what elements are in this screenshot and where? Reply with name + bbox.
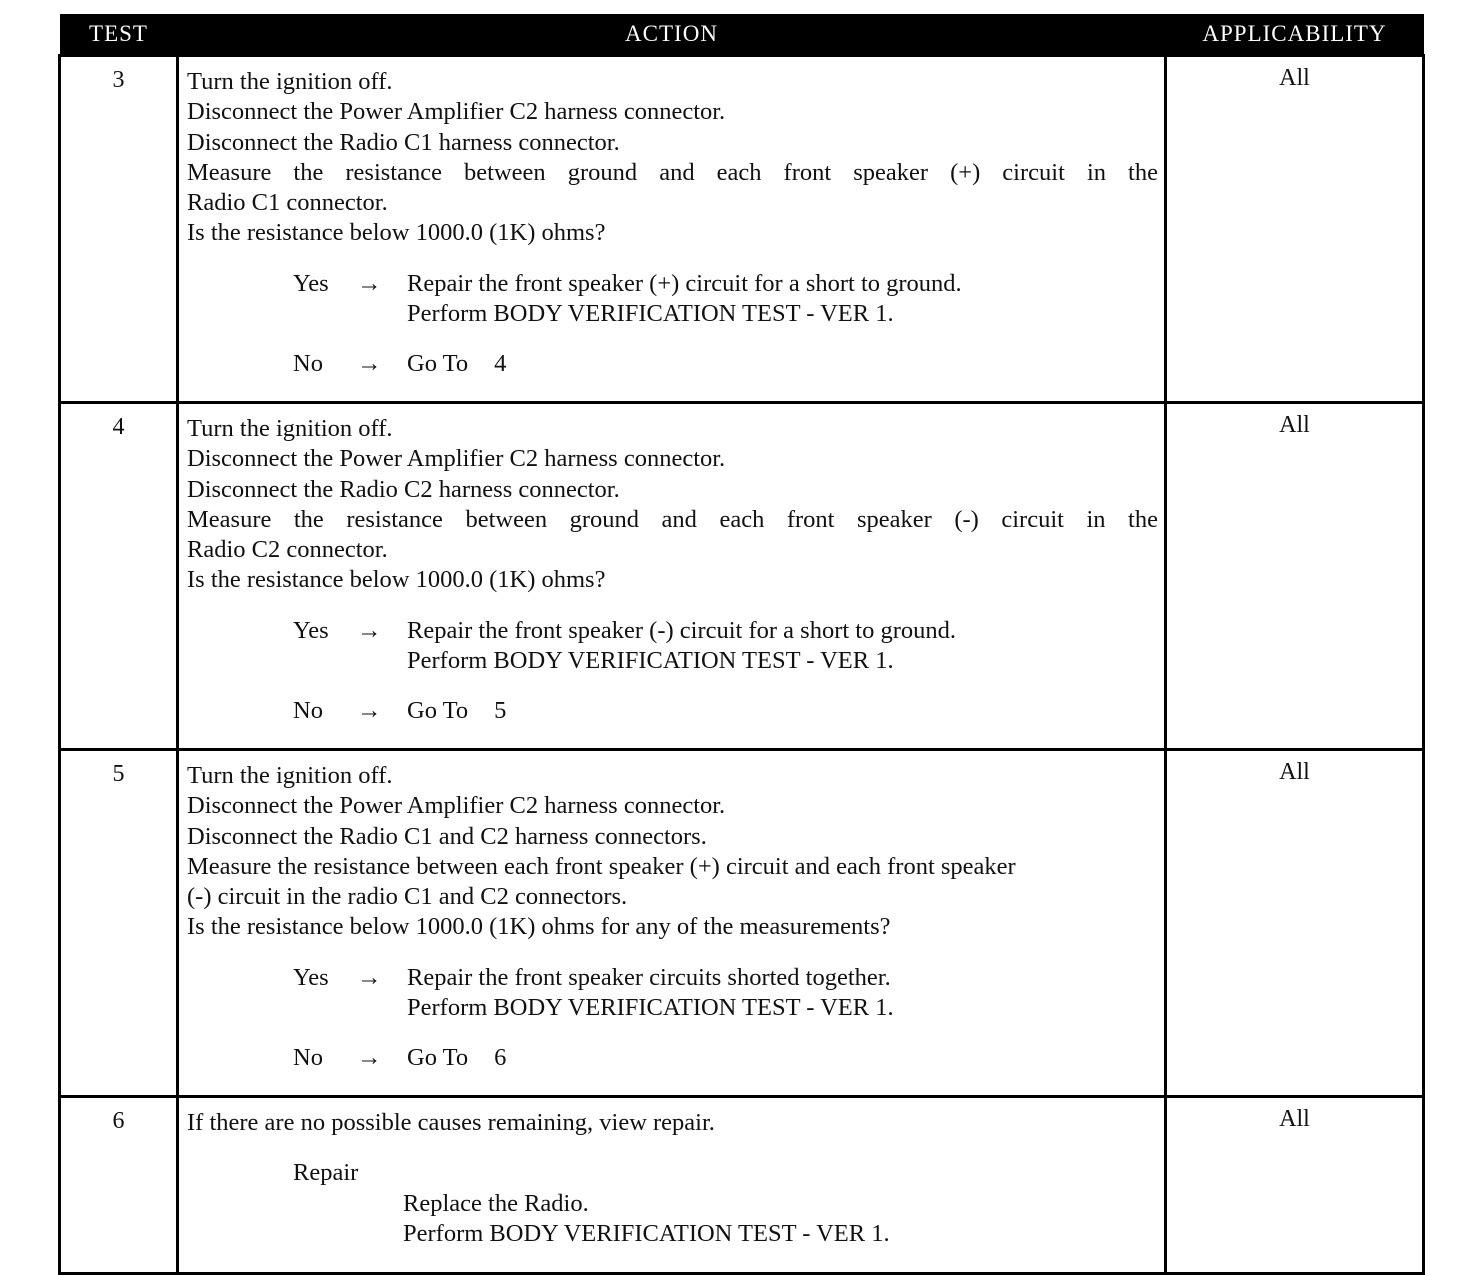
action-cell [178, 1097, 1166, 1274]
header-test: TEST [60, 14, 178, 56]
action-line: Measure the resistance between ground and each front speaker (+) circuit in the [187, 158, 1158, 186]
repair-instruction: Perform BODY VERIFICATION TEST - VER 1. [403, 1219, 890, 1247]
no-branch [293, 349, 1158, 379]
applicability-value: All [1166, 403, 1424, 750]
action-line: (-) circuit in the radio C1 and C2 connectors. [187, 883, 628, 911]
repair-instruction: Replace the Radio. [403, 1189, 589, 1217]
no-label: No [293, 697, 323, 725]
yes-label: Yes [293, 269, 329, 297]
yes-instruction: Perform BODY VERIFICATION TEST - VER 1. [407, 647, 894, 675]
table-row [60, 56, 1424, 403]
right-arrow-icon: → [357, 697, 382, 725]
action-line: Disconnect the Radio C1 and C2 harness connectors. [187, 822, 707, 850]
action-line: Radio C2 connector. [187, 536, 388, 564]
action-cell [178, 403, 1166, 750]
yes-instruction: Repair the front speaker circuits shorted together. [407, 963, 891, 991]
right-arrow-icon: → [357, 1044, 382, 1072]
action-line: Turn the ignition off. [187, 68, 393, 95]
no-label: No [293, 1044, 323, 1072]
action-line: Turn the ignition off. [187, 762, 393, 789]
applicability-value: All [1166, 56, 1424, 403]
test-number: 5 [60, 750, 178, 1097]
action-line: Disconnect the Power Amplifier C2 harness connector. [187, 98, 726, 126]
goto-test-number: 5 [494, 697, 507, 725]
no-branch [293, 1043, 1158, 1073]
yes-instruction: Perform BODY VERIFICATION TEST - VER 1. [407, 994, 894, 1022]
yes-branch [293, 616, 1158, 677]
header-action: ACTION [178, 14, 1166, 56]
goto-text: Go To [407, 350, 469, 378]
right-arrow-icon: → [357, 269, 382, 297]
goto-text: Go To [407, 1044, 469, 1072]
table-header-row [60, 14, 1424, 56]
action-line: Measure the resistance between each front speaker (+) circuit and each front speaker [187, 852, 1016, 880]
repair-instructions [403, 1189, 1158, 1250]
action-line: If there are no possible causes remaining, view repair. [187, 1109, 715, 1136]
yes-instruction: Repair the front speaker (-) circuit for a short to ground. [407, 616, 957, 644]
test-number: 4 [60, 403, 178, 750]
action-line: Disconnect the Radio C1 harness connector. [187, 128, 620, 156]
diagnostic-test-table [58, 14, 1425, 1275]
diagnostic-table-page [58, 14, 1422, 1275]
test-number: 6 [60, 1097, 178, 1274]
action-cell [178, 750, 1166, 1097]
right-arrow-icon: → [357, 963, 382, 991]
repair-label: Repair [293, 1159, 359, 1187]
action-line: Turn the ignition off. [187, 415, 393, 442]
applicability-value: All [1166, 750, 1424, 1097]
action-line: Disconnect the Radio C2 harness connector. [187, 475, 620, 503]
goto-test-number: 6 [494, 1044, 507, 1072]
action-line: Radio C1 connector. [187, 189, 388, 217]
table-row [60, 1097, 1424, 1274]
action-line: Disconnect the Power Amplifier C2 harness connector. [187, 792, 726, 820]
yes-branch [293, 269, 1158, 330]
goto-test-number: 4 [494, 350, 507, 378]
yes-branch [293, 963, 1158, 1024]
action-line: Is the resistance below 1000.0 (1K) ohms? [187, 566, 606, 594]
applicability-value: All [1166, 1097, 1424, 1274]
table-row [60, 403, 1424, 750]
yes-label: Yes [293, 963, 329, 991]
yes-instruction: Repair the front speaker (+) circuit for a short to ground. [407, 269, 962, 297]
test-number: 3 [60, 56, 178, 403]
right-arrow-icon: → [357, 350, 382, 378]
table-row [60, 750, 1424, 1097]
action-line: Is the resistance below 1000.0 (1K) ohms for any of the measurements? [187, 913, 891, 941]
right-arrow-icon: → [357, 616, 382, 644]
no-label: No [293, 350, 323, 378]
header-applicability: APPLICABILITY [1166, 14, 1424, 56]
no-branch [293, 696, 1158, 726]
goto-text: Go To [407, 697, 469, 725]
yes-label: Yes [293, 616, 329, 644]
action-line: Disconnect the Power Amplifier C2 harness connector. [187, 445, 726, 473]
action-line: Is the resistance below 1000.0 (1K) ohms? [187, 219, 606, 247]
action-cell [178, 56, 1166, 403]
action-line: Measure the resistance between ground and each front speaker (-) circuit in the [187, 505, 1158, 533]
yes-instruction: Perform BODY VERIFICATION TEST - VER 1. [407, 300, 894, 328]
